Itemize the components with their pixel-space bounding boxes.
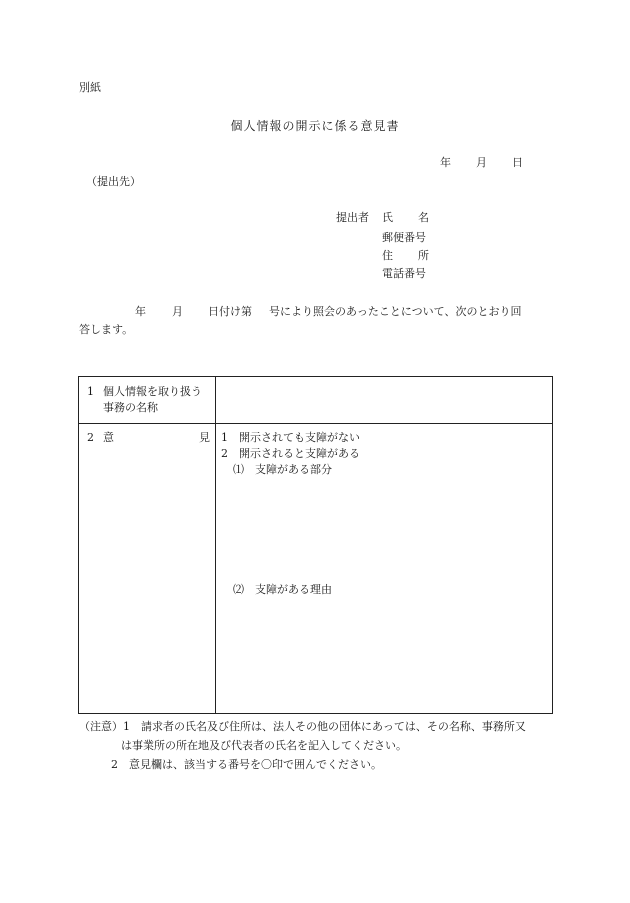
attachment-label: 別紙	[79, 81, 101, 94]
body-text-line2: 答します。	[79, 323, 134, 336]
body-year: 年	[135, 305, 146, 318]
row2-label-b: 見	[199, 431, 210, 444]
submitter-name-label-b: 名	[418, 211, 429, 224]
row2-number: 2	[87, 431, 94, 444]
body-part2: 号により照会のあったことについて、次のとおり回	[269, 305, 522, 318]
date-month-label: 月	[476, 156, 487, 169]
submitter-address-label-b: 所	[418, 249, 429, 262]
body-month: 月	[172, 305, 183, 318]
recipient-label: （提出先）	[86, 175, 141, 188]
body-part1: 日付け第	[208, 305, 252, 318]
document-title: 個人情報の開示に係る意見書	[230, 119, 400, 133]
submitter-postal-label: 郵便番号	[382, 231, 426, 244]
submitter-label: 提出者	[336, 211, 369, 224]
opinion-option-2: 2 開示されると支障がある	[221, 447, 360, 460]
note-line2: 2 意見欄は、該当する番号を〇印で囲んでください。	[111, 758, 382, 771]
note-line1-continued: は事業所の所在地及び代表者の氏名を記入してください。	[121, 739, 407, 752]
submitter-phone-label: 電話番号	[382, 267, 426, 280]
row1-number: 1	[87, 385, 94, 398]
row1-label-line1: 個人情報を取り扱う	[103, 385, 202, 398]
note-line1: （注意）1 請求者の氏名及び住所は、法人その他の団体にあっては、その名称、事務所又	[79, 720, 526, 733]
submitter-name-label-a: 氏	[382, 211, 393, 224]
opinion-option-1: 1 開示されても支障がない	[221, 431, 360, 444]
opinion-sub-item-2: ⑵ 支障がある理由	[233, 583, 332, 596]
table-column-divider	[215, 377, 216, 713]
opinion-table	[78, 376, 553, 714]
date-year-label: 年	[440, 156, 451, 169]
date-day-label: 日	[512, 156, 523, 169]
table-row-divider	[79, 423, 552, 424]
submitter-address-label-a: 住	[382, 249, 393, 262]
row2-label-a: 意	[103, 431, 114, 444]
row1-label-line2: 事務の名称	[103, 401, 158, 414]
opinion-sub-item-1: ⑴ 支障がある部分	[233, 463, 332, 476]
